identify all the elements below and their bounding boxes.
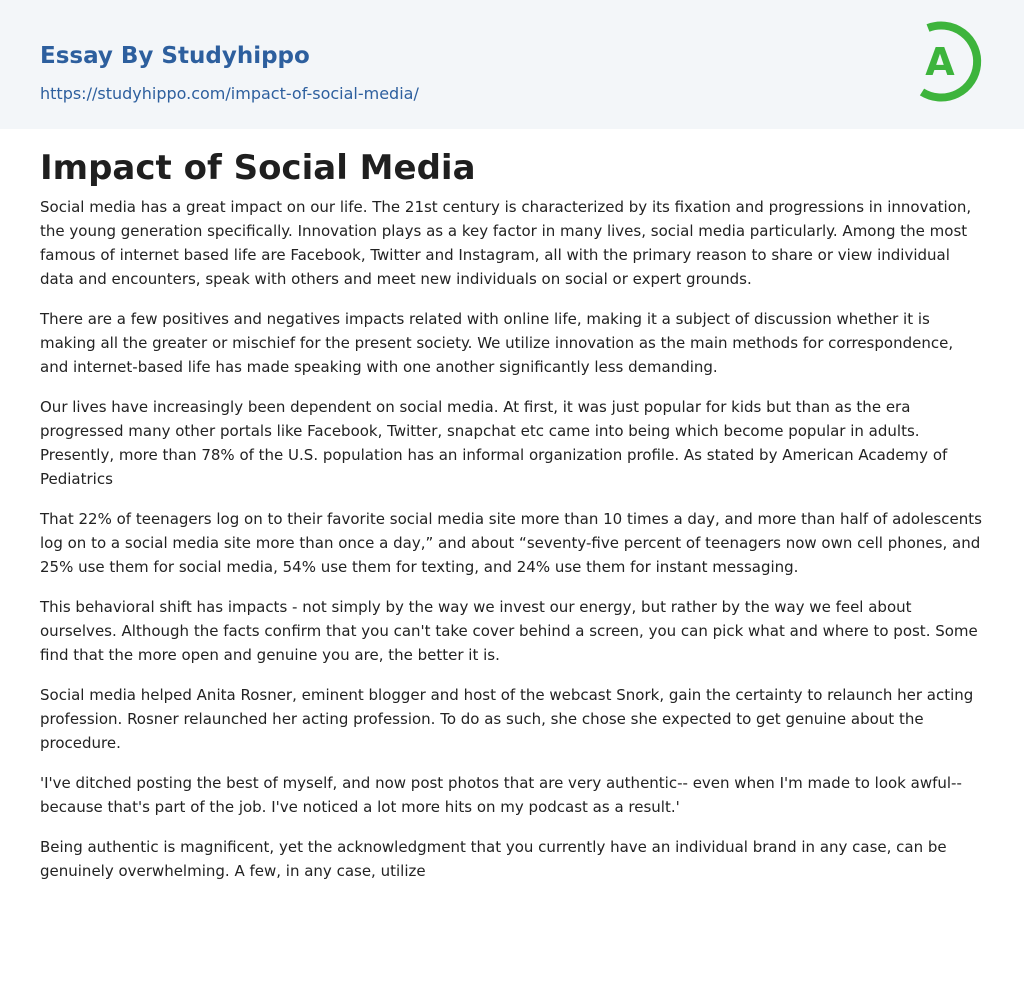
site-header xyxy=(0,0,1024,129)
essay-content xyxy=(40,145,984,899)
essay-paragraph: Social media helped Anita Rosner, eminent blogger and host of the webcast Snork, gain the certainty to relaunch her acting profession. Rosner relaunched her acting profession. To do as such, she chose she expected to get genuine about the procedure. xyxy=(40,686,974,752)
logo-letter: A xyxy=(925,40,955,84)
brand-title: Essay By Studyhippo xyxy=(40,43,310,69)
essay-paragraph: Being authentic is magnificent, yet the acknowledgment that you currently have an individual brand in any case, can be genuinely overwhelming. A few, in any case, utilize xyxy=(40,838,947,880)
essay-url-link[interactable]: https://studyhippo.com/impact-of-social-media/ xyxy=(40,84,419,103)
essay-paragraph: Our lives have increasingly been dependent on social media. At first, it was just popular for kids but than as the era progressed many other portals like Facebook, Twitter, snapchat etc came into being which become popular in adults. Presently, more than 78% of the U.S. population has an informal organization profile. As stated by American Academy of Pediatrics xyxy=(40,398,948,488)
essay-title: Impact of Social Media xyxy=(40,148,476,188)
essay-paragraph: This behavioral shift has impacts - not simply by the way we invest our energy, but rather by the way we feel about ourselves. Although the facts confirm that you can't take cover behind a screen, you can pick what and where to post. Some find that the more open and genuine you are, the better it is. xyxy=(40,598,978,664)
essay-paragraph: 'I've ditched posting the best of myself, and now post photos that are very authentic-- even when I'm made to look awful-- because that's part of the job. I've noticed a lot more hits on my podcast as a result.' xyxy=(40,774,962,816)
studyhippo-logo-icon[interactable] xyxy=(908,18,988,106)
essay-paragraph: Social media has a great impact on our life. The 21st century is characterized by its fixation and progressions in innovation, the young generation specifically. Innovation plays as a key factor in many lives, social media particularly. Among the most famous of internet based life are Facebook, Twitter and Instagram, all with the primary reason to share or view individual data and encounters, speak with others and meet new individuals on social or expert grounds. xyxy=(40,198,972,288)
essay-paragraph: There are a few positives and negatives impacts related with online life, making it a subject of discussion whether it is making all the greater or mischief for the present society. We utilize innovation as the main methods for correspondence, and internet-based life has made speaking with one another significantly less demanding. xyxy=(40,310,954,376)
essay-paragraph: That 22% of teenagers log on to their favorite social media site more than 10 times a day, and more than half of adolescents log on to a social media site more than once a day,” and about “seventy-five percent of teenagers now own cell phones, and 25% use them for social media, 54% use them for texting, and 24% use them for instant messaging. xyxy=(40,510,982,576)
